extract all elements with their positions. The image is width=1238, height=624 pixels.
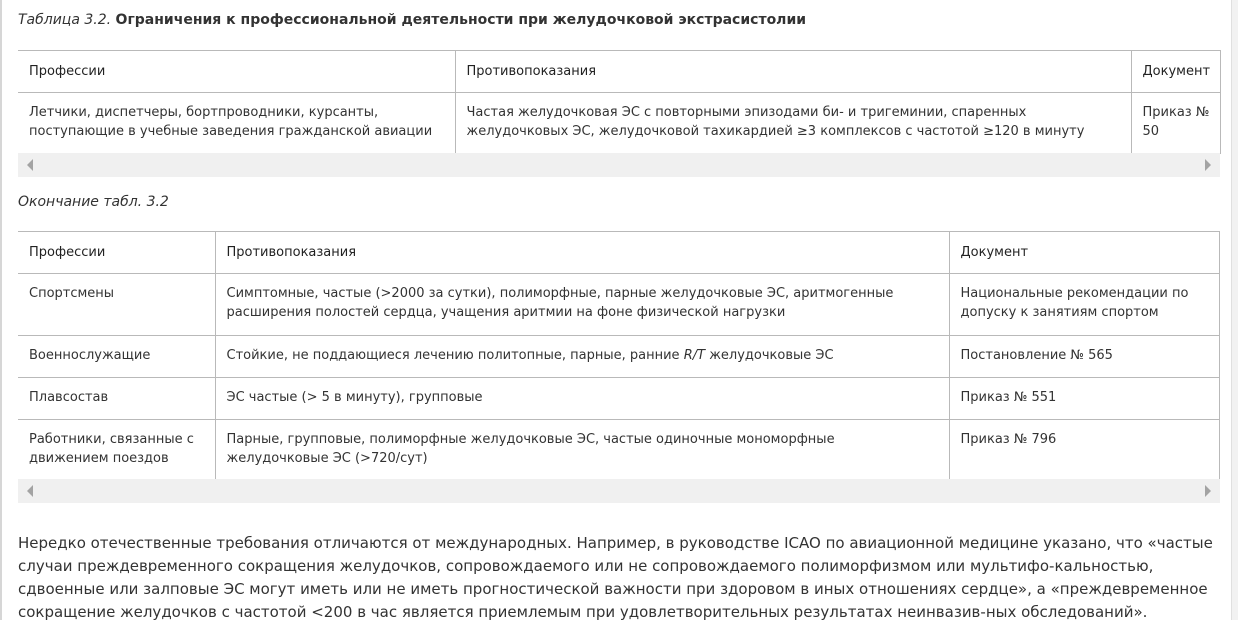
table2-header-row xyxy=(18,232,1219,274)
table2-cell-document: Постановление № 565 xyxy=(949,336,1219,378)
page-left-border xyxy=(0,0,2,620)
window-scrollbar[interactable] xyxy=(1231,0,1238,620)
triangle-right-icon[interactable] xyxy=(1205,485,1211,497)
table1-cell-document-line1: Приказ № xyxy=(1142,105,1210,120)
table1 xyxy=(18,50,1221,154)
triangle-left-icon[interactable] xyxy=(27,159,33,171)
triangle-left-icon[interactable] xyxy=(27,485,33,497)
table1-header-professions: Профессии xyxy=(18,51,455,93)
table1-caption-prefix: Таблица 3.2. xyxy=(18,12,112,28)
table2-cell-profession: Плавсостав xyxy=(18,378,215,420)
table-row xyxy=(18,93,1220,154)
contraindication-text-italic: R/T xyxy=(683,348,706,363)
table2 xyxy=(18,231,1220,480)
table1-cell-profession: Летчики, диспетчеры, бортпроводники, курсанты, поступающие в учебные заведения гражданской авиации xyxy=(18,93,455,154)
table2-cell-profession: Военнослужащие xyxy=(18,336,215,378)
table1-cell-document-line2: 50 xyxy=(1142,124,1160,139)
table2-cell-contraindication: ЭС частые (> 5 в минуту), групповые xyxy=(215,378,949,420)
table2-horizontal-scrollbar[interactable] xyxy=(18,479,1220,503)
table2-cell-contraindication: Парные, групповые, полиморфные желудочковые ЭС, частые одиночные мономорфные желудочковые ЭС (>720/сут) xyxy=(215,420,949,480)
table1-header-row xyxy=(18,51,1220,93)
table2-header-document: Документ xyxy=(949,232,1219,274)
contraindication-text-before: Стойкие, не поддающиеся лечению политопные, парные, ранние xyxy=(226,348,684,363)
table2-cell-document: Приказ № 796 xyxy=(949,420,1219,480)
table1-caption-title: Ограничения к профессиональной деятельности при желудочковой экстрасистолии xyxy=(115,12,807,28)
table1-header-contraindications: Противопоказания xyxy=(455,51,1131,93)
table-row xyxy=(18,274,1219,336)
table2-cell-contraindication xyxy=(215,336,949,378)
table-row xyxy=(18,378,1219,420)
table2-header-professions: Профессии xyxy=(18,232,215,274)
table2-cell-profession: Спортсмены xyxy=(18,274,215,336)
contraindication-text-after: желудочковые ЭС xyxy=(705,348,834,363)
table1-header-document: Документ xyxy=(1131,51,1220,93)
table2-cell-document: Приказ № 551 xyxy=(949,378,1219,420)
table2-caption: Окончание табл. 3.2 xyxy=(18,194,169,210)
table-row xyxy=(18,420,1219,480)
table1-cell-document xyxy=(1131,93,1220,154)
table2-cell-contraindication: Симптомные, частые (>2000 за сутки), полиморфные, парные желудочковые ЭС, аритмогенные расширения полостей сердца, учащения аритмии на фоне физической нагрузки xyxy=(215,274,949,336)
table2-cell-profession: Работники, связанные с движением поездов xyxy=(18,420,215,480)
body-paragraph: Нередко отечественные требования отличаются от международных. Например, в руководстве ICAO по авиационной медицине указано, что «частые случаи преждевременного сокращения желудочков, сопровождаемого или не сопровождаемого полиморфизмом или мультифо-кальностью, сдвоенные или залповые ЭС могут иметь или не иметь прогностической важности при здоровом в иных отношениях сердце», а «преждевременное сокращение желудочков с частотой <200 в час является приемлемым при удовлетворительных результатах неинвазив-ных обследований». xyxy=(18,534,1213,621)
table1-horizontal-scrollbar[interactable] xyxy=(18,153,1220,177)
table1-cell-contraindication: Частая желудочковая ЭС с повторными эпизодами би- и тригеминии, спаренных желудочковых ЭС, желудочковой тахикардией ≥3 комплексов с частотой ≥120 в минуту xyxy=(455,93,1131,154)
table2-header-contraindications: Противопоказания xyxy=(215,232,949,274)
table-row xyxy=(18,336,1219,378)
triangle-right-icon[interactable] xyxy=(1205,159,1211,171)
table2-cell-document: Национальные рекомендации по допуску к занятиям спортом xyxy=(949,274,1219,336)
table1-caption xyxy=(18,12,806,28)
